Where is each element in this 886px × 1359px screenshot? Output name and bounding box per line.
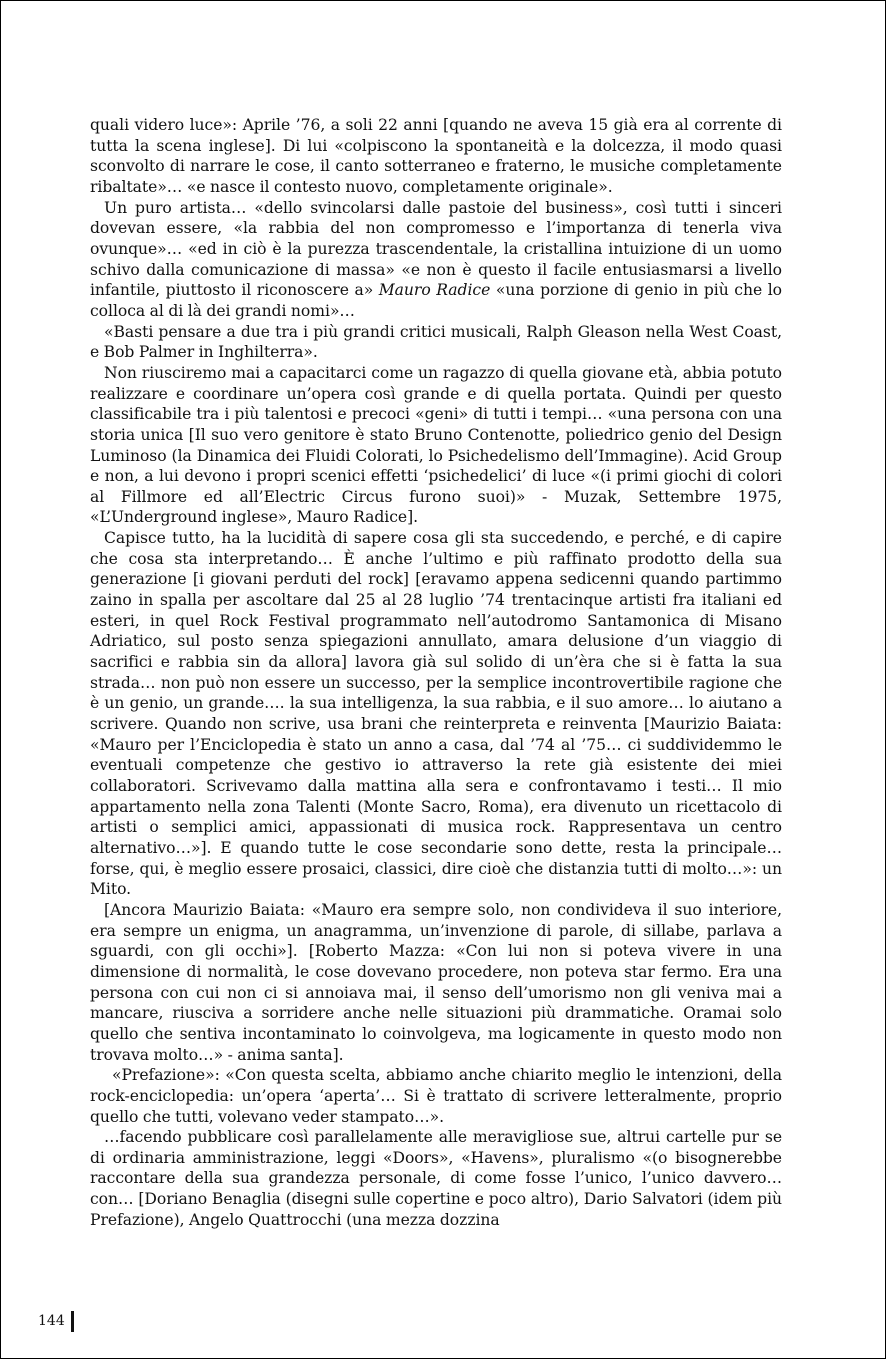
paragraph-2-text-after: «una porzione di genio in più che lo colloca al di là dei grandi nomi»… <box>90 281 782 320</box>
paragraph-8: …facendo pubblicare così parallelamente alle meravigliose sue, altrui cartelle pur se di ordinaria amministrazione, leggi «Doors», «Havens», pluralismo «(o bisognerebbe raccontare della sua grandezza personale, di come fosse l’unico, l’unico davvero… con… [Doriano Benaglia (disegni sulle copertine e poco altro), Dario Salvatori (idem più Prefazione), Angelo Quattrocchi (una mezza dozzina <box>90 1128 782 1229</box>
paragraph-2-text-before: Un puro artista… «dello svincolarsi dalle pastoie del business», così tutti i sinceri dovevan essere, «la rabbia del non compromesso e l’importanza di tenerla viva ovunque»… «ed in ciò è la purezza trascendentale, la cristallina intuizione di un uomo schivo dalla comunicazione di massa» «e non è questo il facile entusiasmarsi a livello infantile, piuttosto il riconoscere a» <box>90 198 782 300</box>
paragraph-6: [Ancora Maurizio Baiata: «Mauro era sempre solo, non condivideva il suo interiore, era sempre un enigma, un anagramma, un’invenzione di parole, di sillabe, parlava a sguardi, con gli occhi»]. [Roberto Mazza: «Con lui non si poteva vivere in una dimensione di normalità, le cose dovevano procedere, non poteva star fermo. Era una persona con cui non ci si annoiava mai, il senso dell’umorismo non gli veniva mai a mancare, riusciva a sorridere anche nelle situazioni più drammatiche. Oramai solo quello che sentiva incontaminato lo coinvolgeva, ma logicamente in questo modo non trovava molto…» - anima santa]. <box>90 900 782 1064</box>
paragraph-4: Non riusciremo mai a capacitarci come un ragazzo di quella giovane età, abbia potuto realizzare e coordinare un’opera così grande e di quella portata. Quindi per questo classificabile tra i più talentosi e precoci «geni» di tutti i tempi… «una persona con una storia unica [Il suo vero genitore è stato Bruno Contenotte, poliedrico genio del Design Luminoso (la Dinamica dei Fluidi Colorati, lo Psichedelismo dell’Immagine). Acid Group e non, a lui devono i propri scenici effetti ‘psichedelici’ di luce «(i primi giochi di colori al Fillmore ed all’Electric Circus furono suoi)» - Muzak, Settembre 1975, «L’Underground inglese», Mauro Radice]. <box>90 363 782 527</box>
paragraph-1: quali videro luce»: Aprile ’76, a soli 22 anni [quando ne aveva 15 già era al corrente di tutta la scena inglese]. Di lui «colpiscono la spontaneità e la dolcezza, il modo quasi sconvolto di narrare le cose, il canto sotterraneo e fraterno, le musiche completamente ribaltate»… «e nasce il contesto nuovo, completamente originale». <box>90 116 782 196</box>
paragraph-5: Capisce tutto, ha la lucidità di sapere cosa gli sta succedendo, e perché, e di capire che cosa sta interpretando… È anche l’ultimo e più raffinato prodotto della sua generazione [i giovani perduti del rock] [eravamo appena sedicenni quando partimmo zaino in spalla per ascoltare dal 25 al 28 luglio ’74 trentacinque artisti fra italiani ed esteri, in quel Rock Festival programmato nell’autodromo Santamonica di Misano Adriatico, sul posto senza spiegazioni annullato, amara delusione d’un viaggio di sacrifici e rabbia sin da allora] lavora già sul solido di un’èra che si è fatta la sua strada… non può non essere un successo, per la semplice incontrovertibile ragione che è un genio, un grande…. la sua intelligenza, la sua rabbia, e il suo amore… lo aiutano a scrivere. Quando non scrive, usa brani che reinterpreta e reinventa [Maurizio Baiata: «Mauro per l’Enciclopedia è stato un anno a casa, dal ’74 al ’75… ci suddividemmo le eventuali competenze che gestivo io attraverso la rete già esistente dei miei collaboratori. Scrivevamo dalla mattina alla sera e confrontavamo i testi… Il mio appartamento nella zona Talenti (Monte Sacro, Roma), era divenuto un ricettacolo di artisti o semplici amici, appassionati di musica rock. Rappresentava un centro alternativo…»]. E quando tutte le cose secondarie sono dette, resta la principale… forse, qui, è meglio essere prosaici, classici, dire cioè che distanzia tutti di molto…»: un Mito. <box>90 529 782 899</box>
paragraph-2-emphasis: Mauro Radice <box>378 281 491 300</box>
page-number-rule <box>71 1311 74 1332</box>
paragraph-3: «Basti pensare a due tra i più grandi critici musicali, Ralph Gleason nella West Coast, e Bob Palmer in Inghilterra». <box>90 322 782 362</box>
paragraph-2 <box>90 198 782 322</box>
page-number: 144 <box>38 1313 65 1329</box>
paragraph-7: «Prefazione»: «Con questa scelta, abbiamo anche chiarito meglio le intenzioni, della rock-enciclopedia: un’opera ‘aperta’… Si è trattato di scrivere letteralmente, proprio quello che tutti, volevano veder stampato…». <box>90 1066 782 1126</box>
body-text <box>90 115 782 1230</box>
page-footer <box>38 1310 74 1332</box>
